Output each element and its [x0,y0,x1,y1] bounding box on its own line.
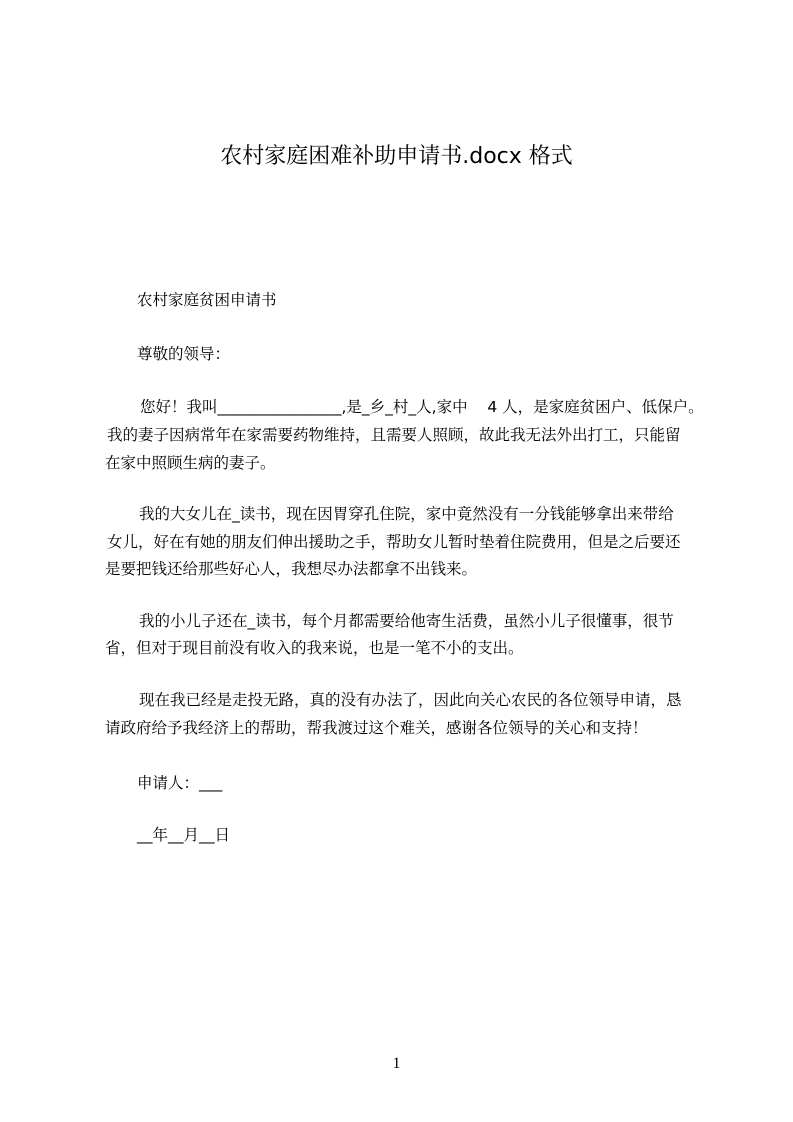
paragraph-3-line-1: 我的小儿子还在_读书，每个月都需要给他寄生活费，虽然小儿子很懂事，很节 [139,612,674,630]
paragraph-1-line-3: 在家中照顾生病的妻子。 [105,454,276,472]
applicant-signature: 申请人：___ [137,774,223,792]
paragraph-2-line-3: 是要把钱还给那些好心人，我想尽办法都拿不出钱来。 [105,560,478,578]
paragraph-1-line-1: 您好！我叫________________,是_乡_村_人,家中 4 人，是家庭贫困户、低保户。 [140,398,704,416]
paragraph-2-line-1: 我的大女儿在_读书，现在因胃穿孔住院，家中竟然没有一分钱能够拿出来带给 [139,505,674,523]
paragraph-4-line-2: 请政府给予我经济上的帮助，帮我渡过这个难关，感谢各位领导的关心和支持！ [105,719,648,737]
paragraph-3-line-2: 省，但对于现目前没有收入的我来说，也是一笔不小的支出。 [105,639,524,657]
paragraph-2-line-2: 女儿，好在有她的朋友们伸出援助之手，帮助女儿暂时垫着住院费用，但是之后要还 [107,533,681,551]
page-number: 1 [392,1055,401,1072]
date-line: __年__月__日 [137,826,231,844]
letter-heading: 农村家庭贫困申请书 [137,291,277,309]
paragraph-1-line-2: 我的妻子因病常年在家需要药物维持，且需要人照顾，故此我无法外出打工，只能留 [107,426,681,444]
paragraph-4-line-1: 现在我已经是走投无路，真的没有办法了，因此向关心农民的各位领导申请，恳 [139,691,682,709]
salutation: 尊敬的领导： [137,345,231,363]
document-title: 农村家庭困难补助申请书.docx 格式 [220,144,573,169]
